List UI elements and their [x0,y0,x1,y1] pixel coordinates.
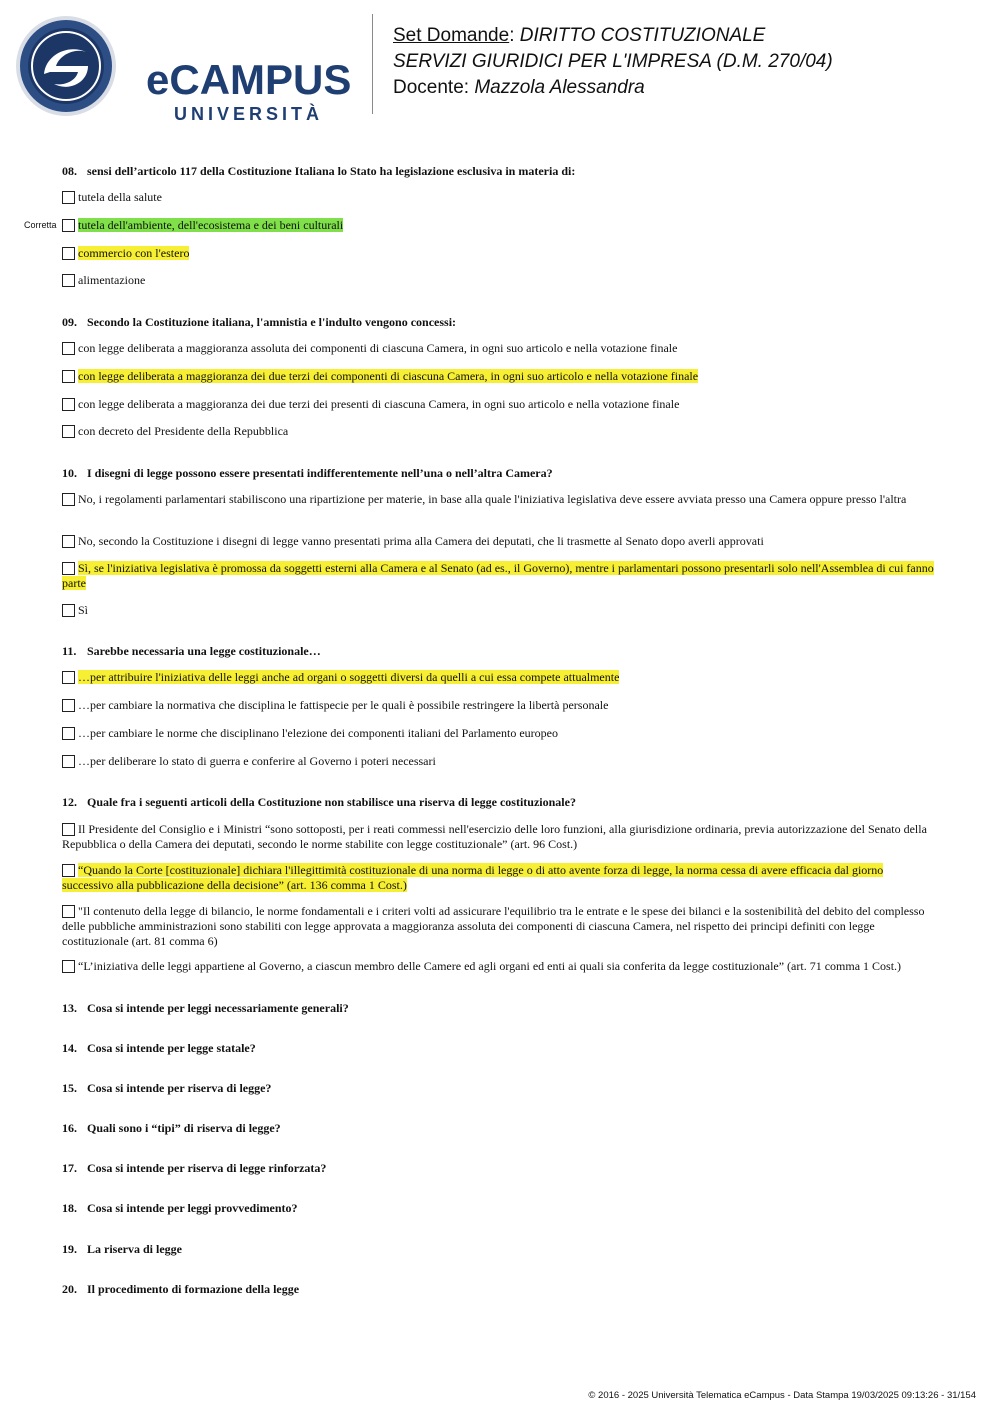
answer-text: “L’iniziativa delle leggi appartiene al Governo, a ciascun membro delle Camere ed agli organi ed enti ai quali sia conferita da legge costituzionale” (art. 71 comma 1 Cost.) [78,959,902,973]
answer-text: No, i regolamenti parlamentari stabiliscono una ripartizione per materie, in base alla quale l'iniziativa legislativa deve essere avviata presso una Camera oppure presso l'altra [78,492,907,506]
answer-checkbox[interactable] [62,342,75,355]
question-12 [62,795,937,810]
question-text: Il procedimento di formazione della legge [87,1282,300,1296]
answer-option [62,246,937,261]
answer-text: …per deliberare lo stato di guerra e conferire al Governo i poteri necessari [78,754,436,768]
correct-answer-label: Corretta [24,220,57,230]
question-number: 11. [62,644,77,658]
header-info [393,23,833,101]
course-title: DIRITTO COSTITUZIONALE [519,25,766,46]
answer-checkbox[interactable] [62,727,75,740]
header-divider [372,14,373,114]
logo-subtitle: UNIVERSITÀ [174,104,324,124]
answer-option [62,726,937,741]
answer-text: tutela della salute [78,190,162,204]
answer-text-selected: “Quando la Corte [costituzionale] dichiara l'illegittimità costituzionale di una norma di legge o di atto avente forza di legge, la norma cessa di avere efficacia dal giorno successivo alla pubblicazione della decisione” (art. 136 comma 1 Cost.) [62,863,884,892]
question-17 [62,1161,937,1176]
answer-text: con decreto del Presidente della Repubblica [78,424,289,438]
question-09 [62,315,937,330]
course-line: Set Domande: DIRITTO COSTITUZIONALE [393,25,766,46]
answer-text-correct: tutela dell'ambiente, dell'ecosistema e dei beni culturali [78,218,344,232]
question-number: 17. [62,1161,77,1175]
answer-checkbox[interactable] [62,823,75,836]
answer-text: con legge deliberata a maggioranza dei due terzi dei presenti di ciascuna Camera, in ogni suo articolo e nella votazione finale [78,397,680,411]
answer-checkbox[interactable] [62,604,75,617]
answer-text-selected: Sì, se l'iniziativa legislativa è promossa da soggetti esterni alla Camera e al Senato (ad es., il Governo), mentre i parlamentari possono presentarli solo nell'Assemblea di cui fanno parte [62,561,934,590]
answer-text: Il Presidente del Consiglio e i Ministri “sono sottoposti, per i reati commessi nell'esercizio delle loro funzioni, alla giurisdizione ordinaria, previa autorizzazione del Senato della Repubblica o della Camera dei deputati, secondo le norme stabilite con legge costituzionale” (art. 96 Cost.) [62,822,927,851]
question-number: 15. [62,1081,77,1095]
question-number: 13. [62,1001,77,1015]
question-18 [62,1201,937,1216]
question-number: 16. [62,1121,77,1135]
question-08 [62,164,937,179]
answer-checkbox[interactable] [62,398,75,411]
answer-text-selected: …per attribuire l'iniziativa delle leggi anche ad organi o soggetti diversi da quelli a cui essa compete attualmente [78,670,620,684]
question-text: Cosa si intende per riserva di legge? [87,1081,272,1095]
answer-checkbox[interactable] [62,274,75,287]
answer-checkbox[interactable] [62,493,75,506]
answer-checkbox[interactable] [62,905,75,918]
question-text: Cosa si intende per riserva di legge rinforzata? [87,1161,327,1175]
question-14 [62,1041,937,1056]
answer-text: "Il contenuto della legge di bilancio, le norme fondamentali e i criteri volti ad assicurare l'equilibrio tra le entrate e le spese dei bilanci e la sostenibilità del debito del complesso delle pubbliche amministrazioni sono stabiliti con legge approvata a maggioranza assoluta dei componenti di ciascuna Camera, nel rispetto dei principi definiti con legge costituzionale (art. 81 comma 6) [62,904,925,948]
answer-option [62,273,937,288]
question-10 [62,466,937,481]
answer-text: con legge deliberata a maggioranza assoluta dei componenti di ciascuna Camera, in ogni suo articolo e nella votazione finale [78,341,678,355]
answer-checkbox[interactable] [62,535,75,548]
question-20 [62,1282,937,1297]
answer-checkbox[interactable] [62,425,75,438]
course-subtitle-line [393,49,833,75]
question-text: I disegni di legge possono essere presentati indifferentemente nell’una o nell’altra Camera? [87,466,553,480]
docente-line [393,75,833,101]
answer-option [62,698,937,713]
question-text: Cosa si intende per leggi provvedimento? [87,1201,298,1215]
question-text: Sarebbe necessaria una legge costituzionale… [87,644,321,658]
question-number: 10. [62,466,77,480]
answer-option [62,341,937,356]
answer-option [62,863,937,893]
question-13 [62,1001,937,1016]
answer-option [62,218,937,233]
question-number: 18. [62,1201,77,1215]
answer-checkbox[interactable] [62,191,75,204]
course-subtitle: SERVIZI GIURIDICI PER L'IMPRESA (D.M. 270/04) [393,51,833,72]
question-15 [62,1081,937,1096]
question-text: Cosa si intende per leggi necessariamente generali? [87,1001,349,1015]
answer-option [62,534,937,549]
answer-checkbox[interactable] [62,864,75,877]
answer-option [62,424,937,439]
answer-option [62,959,937,974]
answer-text: No, secondo la Costituzione i disegni di legge vanno presentati prima alla Camera dei deputati, che li trasmette al Senato dopo averli approvati [78,534,764,548]
answer-checkbox[interactable] [62,755,75,768]
question-text: sensi dell’articolo 117 della Costituzione Italiana lo Stato ha legislazione esclusiva in materia di: [87,164,576,178]
question-number: 19. [62,1242,77,1256]
answer-option [62,190,937,205]
answer-checkbox[interactable] [62,219,75,232]
answer-checkbox[interactable] [62,960,75,973]
answer-text: …per cambiare la normativa che disciplina le fattispecie per le quali è possibile restringere la libertà personale [78,698,609,712]
answer-text: …per cambiare le norme che disciplinano l'elezione dei componenti italiani del Parlamento europeo [78,726,558,740]
answer-option [62,670,937,685]
docente-label: Docente: [393,77,470,98]
answer-checkbox[interactable] [62,562,75,575]
logo-wordmark: eCAMPUS [146,56,352,103]
docente-name: Mazzola Alessandra [474,77,645,98]
question-text: Quale fra i seguenti articoli della Costituzione non stabilisce una riserva di legge costituzionale? [87,795,576,809]
question-text: La riserva di legge [87,1242,182,1256]
answer-option [62,397,937,412]
question-number: 08. [62,164,77,178]
answer-option [62,904,937,949]
answer-option [62,754,937,769]
question-text: Quali sono i “tipi” di riserva di legge? [87,1121,281,1135]
answer-text: Sì [78,603,89,617]
answer-option [62,822,937,852]
answer-checkbox[interactable] [62,370,75,383]
answer-option [62,603,937,618]
ecampus-logo [14,16,359,124]
answer-checkbox[interactable] [62,247,75,260]
question-11 [62,644,937,659]
answer-text-selected: con legge deliberata a maggioranza dei due terzi dei componenti di ciascuna Camera, in ogni suo articolo e nella votazione finale [78,369,699,383]
answer-text: alimentazione [78,273,146,287]
answer-option [62,561,937,591]
answer-checkbox[interactable] [62,699,75,712]
answer-text-selected: commercio con l'estero [78,246,190,260]
answer-option [62,369,937,384]
ecampus-emblem-icon [14,14,118,118]
set-label: Set Domande [393,25,510,46]
page-footer: © 2016 - 2025 Università Telematica eCampus - Data Stampa 19/03/2025 09:13:26 - 31/154 [588,1390,976,1401]
question-number: 20. [62,1282,77,1296]
question-16 [62,1121,937,1136]
question-number: 12. [62,795,77,809]
question-number: 09. [62,315,77,329]
answer-checkbox[interactable] [62,671,75,684]
question-number: 14. [62,1041,77,1055]
question-text: Cosa si intende per legge statale? [87,1041,256,1055]
answer-option [62,492,937,507]
question-19 [62,1242,937,1257]
question-text: Secondo la Costituzione italiana, l'amnistia e l'indulto vengono concessi: [87,315,457,329]
